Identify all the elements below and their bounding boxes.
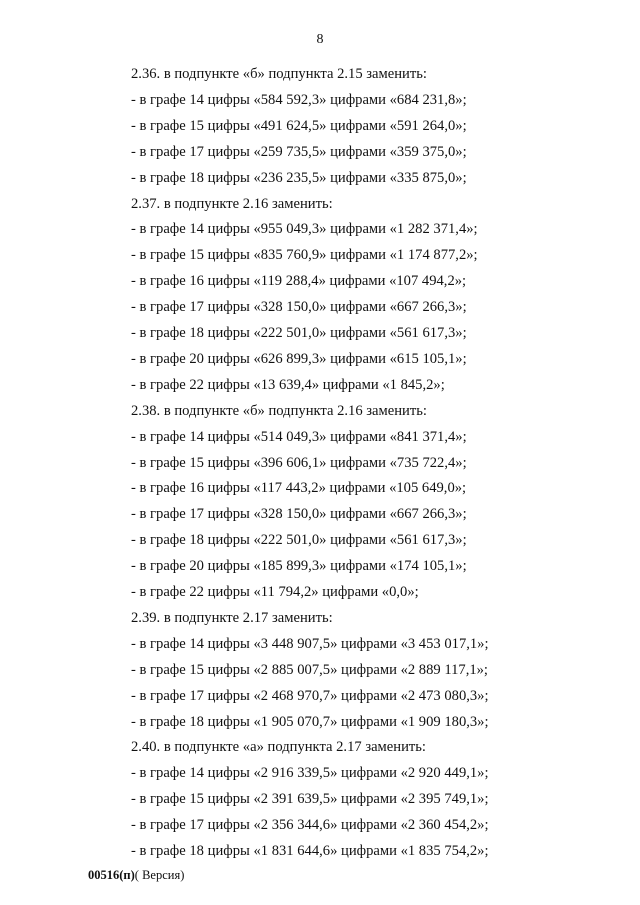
list-item: - в графе 22 цифры «11 794,2» цифрами «0,0»; <box>131 584 419 600</box>
list-item: - в графе 14 цифры «514 049,3» цифрами «841 371,4»; <box>131 428 467 445</box>
section-heading: 2.39. в подпункте 2.17 заменить: <box>131 609 333 626</box>
list-item: - в графе 18 цифры «222 501,0» цифрами «561 617,3»; <box>131 532 467 549</box>
section-heading: 2.40. в подпункте «а» подпункта 2.17 заменить: <box>131 739 426 756</box>
list-item: - в графе 20 цифры «626 899,3» цифрами «615 105,1»; <box>131 350 467 367</box>
page-number: 8 <box>316 32 324 47</box>
list-item: - в графе 17 цифры «259 735,5» цифрами «359 375,0»; <box>131 143 467 160</box>
footer <box>88 867 184 883</box>
list-item: - в графе 18 цифры «236 235,5» цифрами «335 875,0»; <box>131 169 467 186</box>
list-item: - в графе 18 цифры «222 501,0» цифрами «561 617,3»; <box>131 325 467 341</box>
list-item: - в графе 15 цифры «835 760,9» цифрами «1 174 877,2»; <box>131 247 478 264</box>
list-item: - в графе 16 цифры «119 288,4» цифрами «107 494,2»; <box>131 273 467 290</box>
list-item: - в графе 20 цифры «185 899,3» цифрами «174 105,1»; <box>131 558 467 575</box>
list-item: - в графе 16 цифры «117 443,2» цифрами «105 649,0»; <box>131 480 467 497</box>
list-item: - в графе 18 цифры «1 831 644,6» цифрами «1 835 754,2»; <box>131 843 489 859</box>
list-item: - в графе 18 цифры «1 905 070,7» цифрами «1 909 180,3»; <box>131 713 489 730</box>
section-heading: 2.37. в подпункте 2.16 заменить: <box>131 195 333 212</box>
list-item: - в графе 14 цифры «955 049,3» цифрами «1 282 371,4»; <box>131 221 478 238</box>
section-heading: 2.38. в подпункте «б» подпункта 2.16 заменить: <box>131 402 427 419</box>
document-code: 00516(п) <box>88 868 135 882</box>
list-item: - в графе 15 цифры «2 885 007,5» цифрами «2 889 117,1»; <box>131 661 488 678</box>
list-item: - в графе 14 цифры «584 592,3» цифрами «684 231,8»; <box>131 91 467 108</box>
list-item: - в графе 14 цифры «3 448 907,5» цифрами «3 453 017,1»; <box>131 635 489 652</box>
list-item: - в графе 15 цифры «396 606,1» цифрами «735 722,4»; <box>131 454 467 471</box>
list-item: - в графе 15 цифры «491 624,5» цифрами «591 264,0»; <box>131 117 467 134</box>
section-heading: 2.36. в подпункте «б» подпункта 2.15 заменить: <box>131 66 427 82</box>
list-item: - в графе 17 цифры «2 468 970,7» цифрами «2 473 080,3»; <box>131 687 489 704</box>
list-item: - в графе 17 цифры «328 150,0» цифрами «667 266,3»; <box>131 299 467 316</box>
list-item: - в графе 17 цифры «328 150,0» цифрами «667 266,3»; <box>131 506 467 523</box>
list-item: - в графе 15 цифры «2 391 639,5» цифрами «2 395 749,1»; <box>131 791 489 808</box>
list-item: - в графе 14 цифры «2 916 339,5» цифрами «2 920 449,1»; <box>131 765 489 782</box>
version-label: ( Версия) <box>134 868 185 882</box>
list-item: - в графе 22 цифры «13 639,4» цифрами «1 845,2»; <box>131 376 445 393</box>
list-item: - в графе 17 цифры «2 356 344,6» цифрами «2 360 454,2»; <box>131 817 489 834</box>
